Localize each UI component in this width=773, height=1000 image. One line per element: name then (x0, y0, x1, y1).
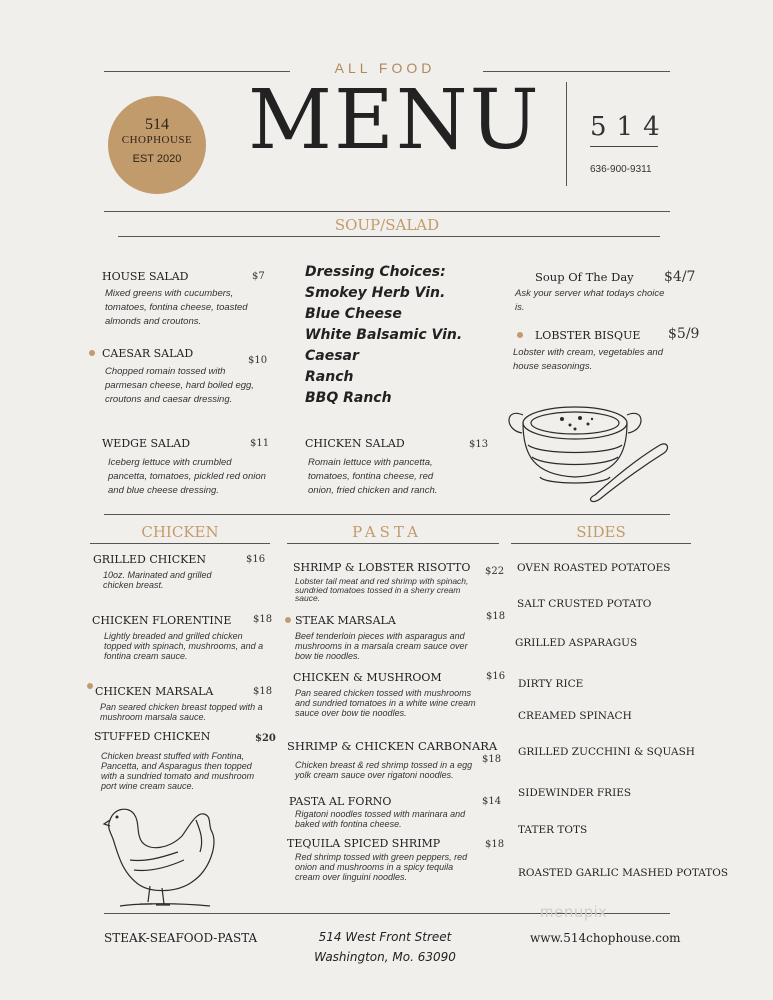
item-shrimp-lobster-risotto: SHRIMP & LOBSTER RISOTTO (293, 561, 471, 574)
badge-name: CHOPHOUSE (121, 134, 193, 146)
bullet-dot (87, 683, 93, 689)
price-tequila-spiced-shrimp: $18 (485, 839, 505, 850)
item-caesar-salad: CAESAR SALAD (102, 347, 194, 360)
price-steak-marsala: $18 (486, 611, 506, 622)
section-title-sides: SIDES (576, 523, 626, 541)
price-pasta-al-forno: $14 (482, 796, 502, 807)
section-title-chicken: CHICKEN (141, 523, 219, 541)
price-chicken-salad: $13 (469, 439, 489, 450)
desc-tequila-spiced-shrimp: Red shrimp tossed with green peppers, red onion and mushrooms in a spicy tequila cream over linguini noodles. (295, 852, 468, 882)
desc-chicken-mushroom: Pan seared chicken tossed with mushrooms and sundried tomatoes in a white wine cream sauce over bow tie noodles. (295, 688, 476, 718)
soup-rule-bottom (118, 236, 660, 237)
side-item: ROASTED GARLIC MASHED POTATOS (518, 867, 729, 879)
side-item: TATER TOTS (518, 824, 588, 836)
address-number: 514 (590, 112, 670, 142)
header-divider (566, 82, 567, 186)
desc-grilled-chicken: 10oz. Marinated and grilled chicken breast. (103, 570, 212, 590)
price-shrimp-chicken-carbonara: $18 (482, 754, 502, 765)
number-underline (590, 146, 658, 147)
item-grilled-chicken: GRILLED CHICKEN (93, 553, 207, 566)
dressing-choices (305, 262, 462, 409)
logo-badge (108, 96, 206, 194)
side-item: SIDEWINDER FRIES (518, 787, 632, 799)
section-title-soup-salad: SOUP/SALAD (334, 216, 440, 234)
phone-number: 636-900-9311 (590, 164, 652, 175)
sides-rule (511, 543, 691, 544)
price-house-salad: $7 (252, 271, 265, 282)
desc-shrimp-chicken-carbonara: Chicken breast & red shrimp tossed in a egg yolk cream sauce over rigatoni noodles. (295, 760, 473, 780)
price-chicken-florentine: $18 (253, 614, 273, 625)
page-title: MENU (248, 73, 541, 168)
item-tequila-spiced-shrimp: TEQUILA SPICED SHRIMP (287, 837, 441, 850)
item-lobster-bisque: LOBSTER BISQUE (535, 329, 641, 342)
item-wedge-salad: WEDGE SALAD (102, 437, 191, 450)
desc-soup-of-day: Ask your server what todays choice is. (515, 288, 665, 313)
dressing-option: Caesar (305, 348, 359, 364)
all-food-label: ALL FOOD (334, 60, 436, 76)
hen-illustration-icon (100, 800, 225, 910)
footer-website-link[interactable]: www.514chophouse.com (530, 931, 681, 945)
desc-wedge-salad: Iceberg lettuce with crumbled pancetta, tomatoes, pickled red onion and blue cheese dressing. (108, 457, 266, 496)
desc-chicken-salad: Romain lettuce with pancetta, tomatoes, fontina cheese, red onion, fried chicken and ranch. (308, 457, 438, 496)
dressing-heading: Dressing Choices: (305, 264, 446, 280)
bullet-dot (89, 350, 95, 356)
price-chicken-marsala: $18 (253, 686, 273, 697)
watermark: menupix (540, 904, 608, 921)
side-item: OVEN ROASTED POTATOES (517, 562, 671, 574)
item-chicken-salad: CHICKEN SALAD (305, 437, 405, 450)
price-grilled-chicken: $16 (246, 554, 266, 565)
item-soup-of-day: Soup Of The Day (535, 270, 634, 284)
item-chicken-marsala: CHICKEN MARSALA (95, 685, 214, 698)
price-soup-of-day: $4/7 (664, 269, 696, 285)
soup-rule-top (104, 211, 670, 212)
footer-tagline: STEAK-SEAFOOD-PASTA (104, 931, 258, 945)
soup-pot-illustration-icon (500, 385, 675, 515)
item-chicken-florentine: CHICKEN FLORENTINE (92, 614, 232, 627)
item-pasta-al-forno: PASTA AL FORNO (289, 795, 392, 808)
price-stuffed-chicken: $20 (255, 733, 276, 744)
side-item: SALT CRUSTED POTATO (517, 598, 652, 610)
desc-chicken-marsala: Pan seared chicken breast topped with a mushroom marsala sauce. (100, 702, 263, 722)
dressing-option: Ranch (305, 369, 354, 385)
desc-lobster-bisque: Lobster with cream, vegetables and house seasonings. (513, 347, 663, 372)
desc-house-salad: Mixed greens with cucumbers, tomatoes, fontina cheese, toasted almonds and croutons. (105, 288, 248, 327)
badge-number: 514 (145, 116, 169, 133)
side-item: GRILLED ASPARAGUS (515, 637, 638, 649)
bullet-dot (285, 617, 291, 623)
address-line-1: 514 West Front Street (318, 930, 452, 944)
header-rule-left (104, 71, 290, 72)
footer-address (300, 927, 470, 967)
desc-steak-marsala: Beef tenderloin pieces with asparagus and mushrooms in a marsala cream sauce over bow tie noodles. (295, 631, 468, 661)
price-lobster-bisque: $5/9 (668, 326, 700, 342)
item-house-salad: HOUSE SALAD (102, 270, 189, 283)
side-item: GRILLED ZUCCHINI & SQUASH (518, 746, 695, 758)
dressing-option: Smokey Herb Vin. (305, 285, 446, 301)
desc-chicken-florentine: Lightly breaded and grilled chicken topped with spinach, mushrooms, and a fontina cream sauce. (104, 631, 264, 661)
item-shrimp-chicken-carbonara: SHRIMP & CHICKEN CARBONARA (287, 739, 498, 753)
header-rule-right (483, 71, 670, 72)
mains-rule-top (104, 514, 670, 515)
desc-pasta-al-forno: Rigatoni noodles tossed with marinara and baked with fontina cheese. (295, 809, 466, 829)
section-title-pasta: PASTA (352, 523, 422, 541)
desc-stuffed-chicken: Chicken breast stuffed with Fontina, Pancetta, and Asparagus then topped with a sundried tomato and mushroom port wine cream sauce. (101, 751, 255, 791)
price-caesar-salad: $10 (248, 355, 268, 366)
desc-caesar-salad: Chopped romain tossed with parmesan cheese, hard boiled egg, croutons and caesar dressing. (105, 366, 254, 405)
price-chicken-mushroom: $16 (486, 671, 506, 682)
item-chicken-mushroom: CHICKEN & MUSHROOM (293, 671, 442, 684)
dressing-option: BBQ Ranch (305, 390, 392, 406)
item-steak-marsala: STEAK MARSALA (295, 614, 396, 627)
dressing-option: Blue Cheese (305, 306, 402, 322)
bullet-dot (517, 332, 523, 338)
item-stuffed-chicken: STUFFED CHICKEN (94, 730, 211, 743)
badge-est: EST 2020 (132, 153, 182, 165)
price-shrimp-lobster-risotto: $22 (485, 566, 505, 577)
desc-shrimp-lobster-risotto: Lobster tail meat and red shrimp with spinach, sundried tomatoes tossed in a sherry cream sauce. (295, 576, 469, 603)
chicken-rule (90, 543, 270, 544)
dressing-option: White Balsamic Vin. (305, 327, 463, 343)
address-line-2: Washington, Mo. 63090 (314, 950, 456, 964)
pasta-rule (287, 543, 499, 544)
side-item: CREAMED SPINACH (518, 710, 632, 722)
side-item: DIRTY RICE (518, 678, 584, 690)
price-wedge-salad: $11 (250, 438, 270, 449)
